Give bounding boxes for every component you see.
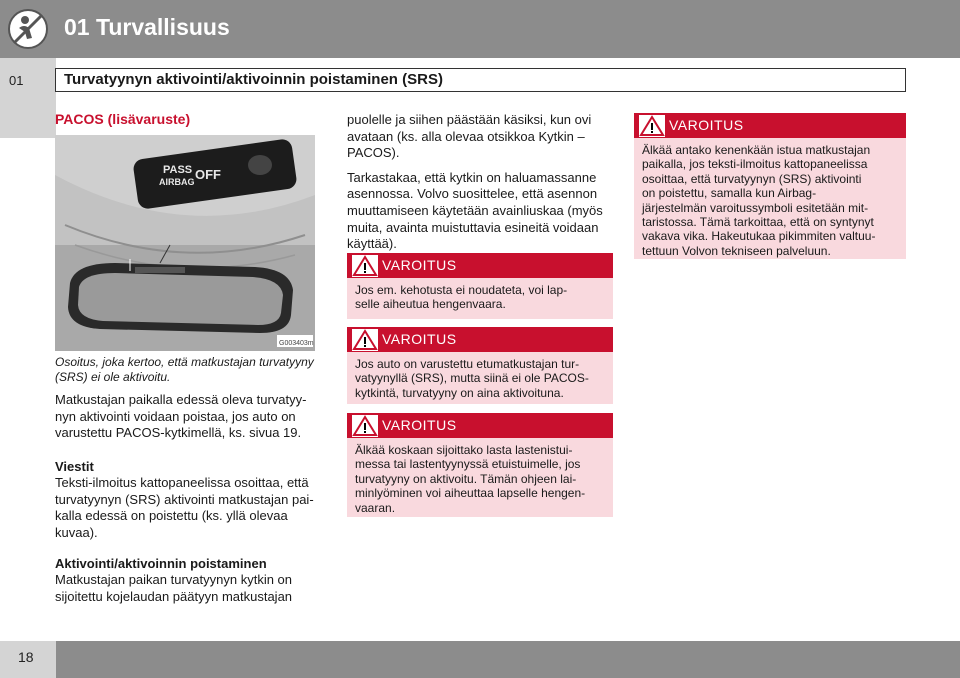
chapter-tab-label: 01: [9, 73, 24, 88]
warning-box: [347, 253, 613, 319]
warning-box: [347, 327, 613, 404]
chapter-title: 01 Turvallisuus: [64, 14, 230, 40]
warning-box: [347, 413, 613, 517]
warning-text: Älkää koskaan sijoittako lasta lastenistui- messa tai lastentyynyssä etuistuimelle, jos turvatyyny on aktivoitu. Tämän ohjeen lai- minlyöminen voi aiheuttaa lapselle hengen- vaaran.: [355, 443, 586, 515]
messages-heading: Viestit: [55, 459, 94, 474]
photo-code: G003403m: [279, 340, 314, 347]
pacos-heading: PACOS (lisävaruste): [55, 111, 191, 127]
warning-title: VAROITUS: [382, 257, 457, 273]
no-airbag-icon: [0, 0, 56, 58]
warning-triangle-icon: [352, 255, 378, 277]
warning-title: VAROITUS: [382, 331, 457, 347]
warning-text: Jos auto on varustettu etumatkustajan tur- vatyynyllä (SRS), mutta siinä ei ole PACOS- kytkintä, turvatyyny on aina aktivoituna.: [355, 357, 589, 400]
paragraph-pacos-intro: Matkustajan paikalla edessä oleva turvatyy- nyn aktivointi voidaan poistaa, jos auto on varustettu PACOS-kytkimellä, ks. sivua 19.: [55, 392, 307, 441]
middle-column-text: [347, 112, 617, 261]
warning-triangle-icon: [352, 329, 378, 351]
warning-title: VAROITUS: [382, 417, 457, 433]
section-title: Turvatyynyn aktivointi/aktivoinnin poistaminen (SRS): [64, 71, 443, 88]
pass-label: PASS: [163, 164, 193, 176]
page-number: 18: [18, 649, 34, 665]
warning-header: [347, 327, 613, 352]
warning-triangle-icon: [352, 415, 378, 437]
pacos-indicator-photo: [55, 135, 315, 351]
paragraph-messages: Teksti-ilmoitus kattopaneelissa osoittaa, että turvatyynyn (SRS) aktivointi matkustajan pai- kalla edessä on poistettu (ks. yllä olevaa kuvaa).: [55, 475, 314, 540]
warning-header: [347, 413, 613, 438]
airbag-label: AIRBAG: [159, 177, 195, 187]
warning-text: Älkää antako kenenkään istua matkustajan paikalla, jos teksti-ilmoitus kattopaneelissa osoittaa, että turvatyynyn (SRS) aktivointi on poistettu, samalla kun Airbag- järjestelmän varoitussymboli esitetään mit- taristossa. Tämä tarkoittaa, että on syntynyt vakava vika. Hakeutukaa pikimmiten valtuu- tettuun Volvon tekniseen palveluun.: [642, 143, 876, 258]
paragraph-check-switch: Tarkastakaa, että kytkin on haluamassanne asennossa. Volvo suosittelee, että asennon muuttamiseen käytetään avainliuskaa (myös muita, avainta muistuttavia esineitä voidaan käyttää).: [347, 169, 603, 252]
footer-bar: [56, 641, 960, 678]
chapter-icon-tile: [0, 0, 56, 58]
warning-title: VAROITUS: [669, 117, 744, 133]
warning-triangle-icon: [639, 115, 665, 137]
warning-box: [634, 113, 906, 259]
warning-header: [634, 113, 906, 138]
warning-header: [347, 253, 613, 278]
paragraph-continuation: puolelle ja siihen päästään käsiksi, kun ovi avataan (ks. alla olevaa otsikkoa Kytkin – PACOS).: [347, 112, 592, 161]
off-label: OFF: [195, 167, 221, 182]
chapter-tab: [0, 58, 56, 138]
warning-text: Jos em. kehotusta ei noudateta, voi lap- selle aiheutua hengenvaara.: [355, 283, 568, 312]
photo-caption: Osoitus, joka kertoo, että matkustajan turvatyyny (SRS) ei ole aktivoitu.: [55, 355, 314, 384]
paragraph-activation: Matkustajan paikan turvatyynyn kytkin on sijoitettu kojelaudan päätyyn matkustajan: [55, 572, 293, 604]
activation-heading: Aktivointi/aktivoinnin poistaminen: [55, 556, 267, 571]
